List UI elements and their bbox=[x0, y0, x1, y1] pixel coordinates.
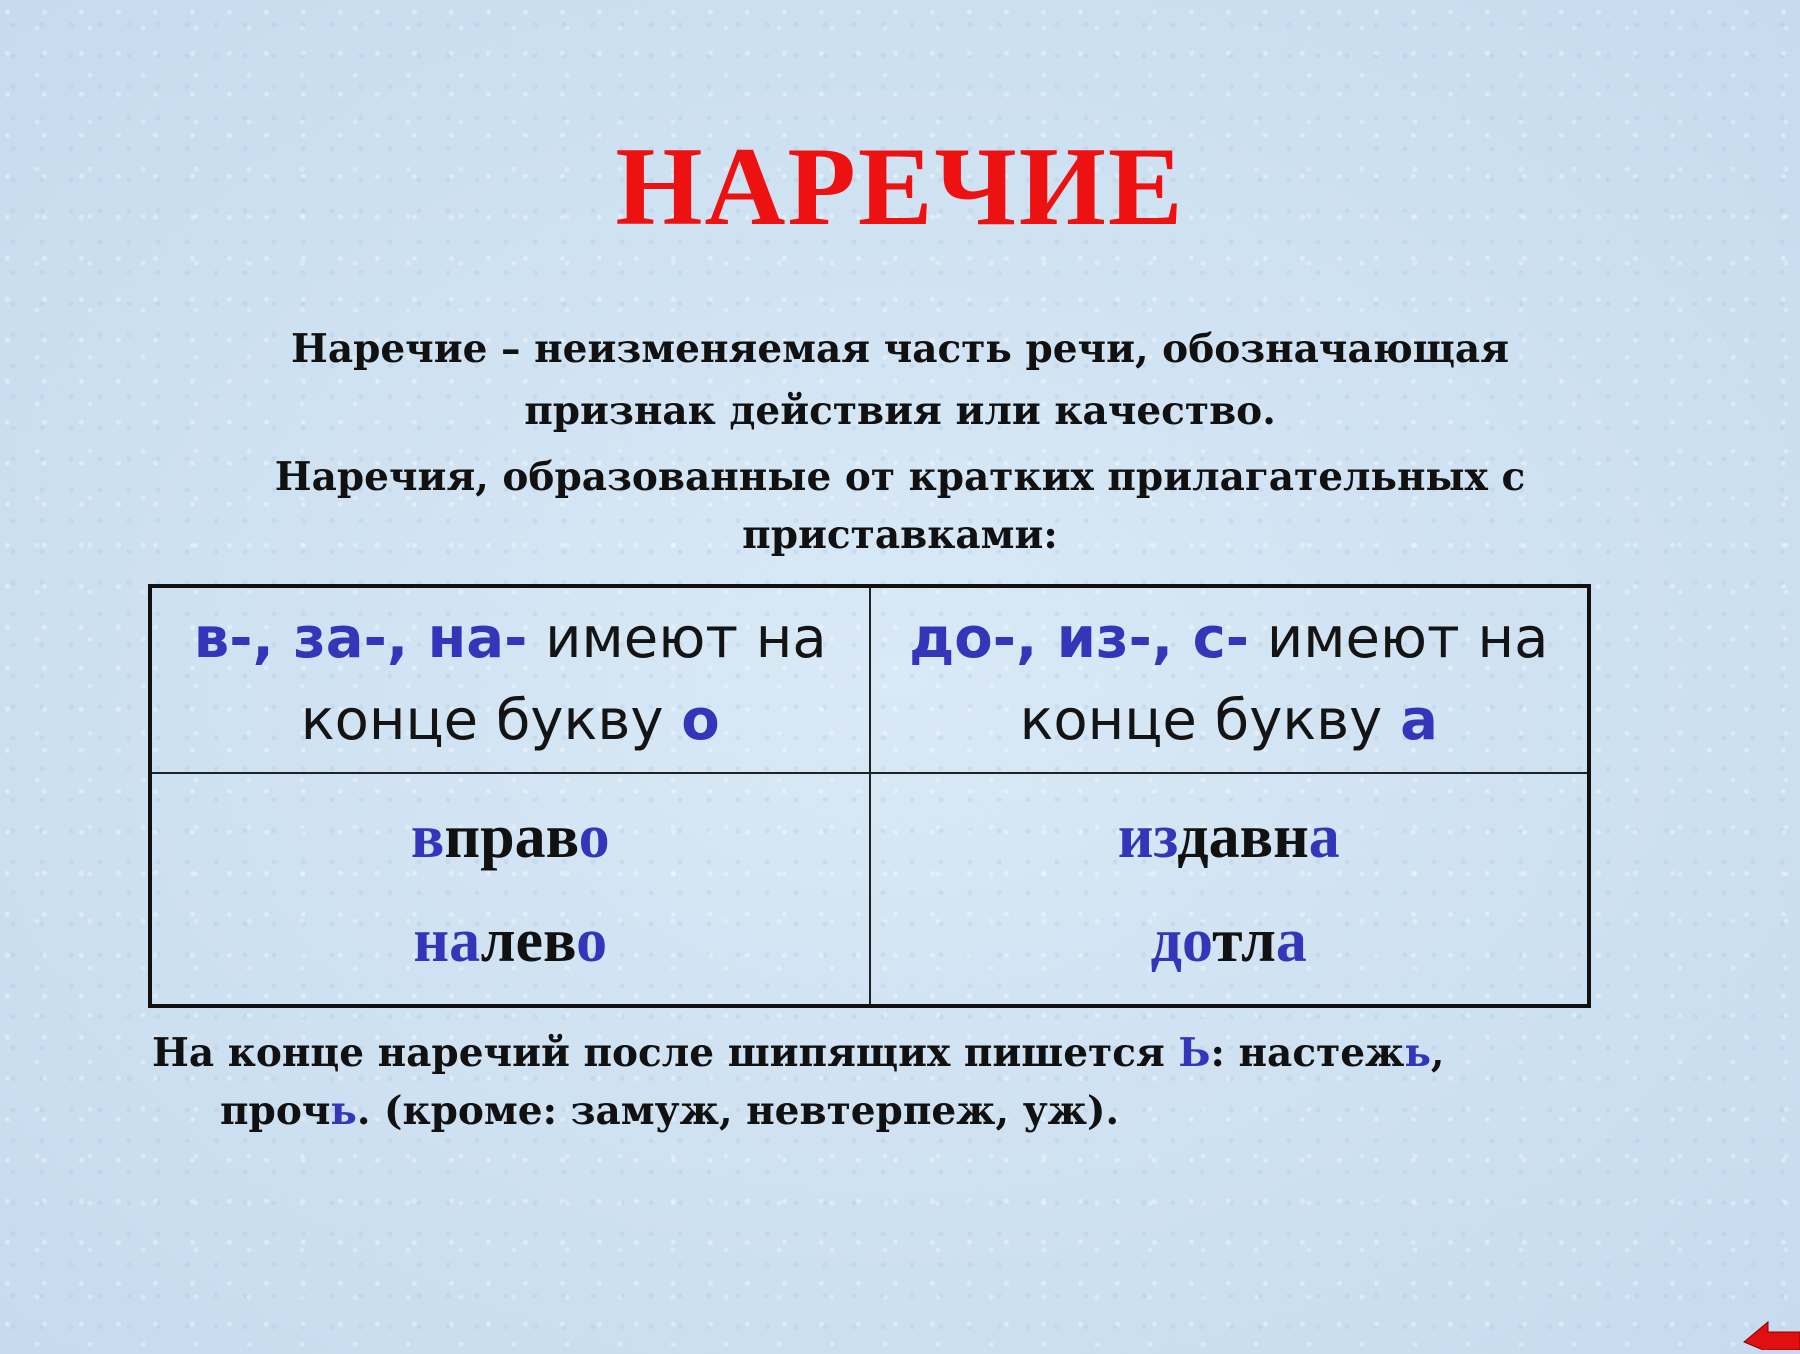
prefix-rules-table bbox=[148, 584, 1591, 1008]
letter-a: а bbox=[1400, 688, 1438, 753]
definition-line-2: признак действия или качество. bbox=[524, 388, 1276, 434]
soft-sign-rule bbox=[152, 1024, 1602, 1140]
rule-text-a-1: имеют на bbox=[1249, 606, 1549, 671]
table-header-row bbox=[150, 586, 1589, 773]
rule-text-o-1: имеют на bbox=[527, 606, 827, 671]
examples-cell-o bbox=[150, 773, 870, 1006]
letter-o: о bbox=[681, 688, 720, 753]
intro-line-2: приставками: bbox=[742, 512, 1058, 558]
prefixes-o: в-, за-, на- bbox=[193, 606, 528, 671]
rule-cell-o bbox=[150, 586, 870, 773]
note-text: : настеж bbox=[1210, 1030, 1405, 1076]
note-line-2 bbox=[152, 1082, 1602, 1140]
definition bbox=[220, 318, 1580, 442]
rule-cell-a bbox=[870, 586, 1590, 773]
definition-line-1: Наречие – неизменяемая часть речи, обозначающая bbox=[290, 326, 1510, 372]
note-text: проч bbox=[220, 1088, 331, 1134]
arrow-left-icon[interactable] bbox=[1740, 1318, 1800, 1350]
examples-cell-a bbox=[870, 773, 1590, 1006]
rule-text-o-2: конце букву bbox=[300, 688, 682, 753]
intro-text bbox=[200, 448, 1600, 564]
example-word: налево bbox=[413, 907, 608, 975]
note-text: На конце наречий после шипящих пишется bbox=[152, 1030, 1179, 1076]
table-examples-row bbox=[150, 773, 1589, 1006]
soft-sign-letter: Ь bbox=[1178, 1030, 1211, 1076]
note-ending: ь bbox=[1404, 1030, 1431, 1076]
intro-line-1: Наречия, образованные от кратких прилагательных с bbox=[274, 454, 1526, 500]
rule-text-a-2: конце букву bbox=[1019, 688, 1401, 753]
note-text: . (кроме: замуж, невтерпеж, уж). bbox=[356, 1088, 1120, 1134]
example-word: издавна bbox=[1117, 803, 1340, 871]
page-title: НАРЕЧИЕ bbox=[615, 125, 1185, 249]
note-ending: ь bbox=[330, 1088, 357, 1134]
example-word: вправо bbox=[410, 803, 610, 871]
example-word: дотла bbox=[1150, 907, 1307, 975]
note-text: , bbox=[1430, 1030, 1445, 1076]
prefixes-a: до-, из-, с- bbox=[909, 606, 1250, 671]
